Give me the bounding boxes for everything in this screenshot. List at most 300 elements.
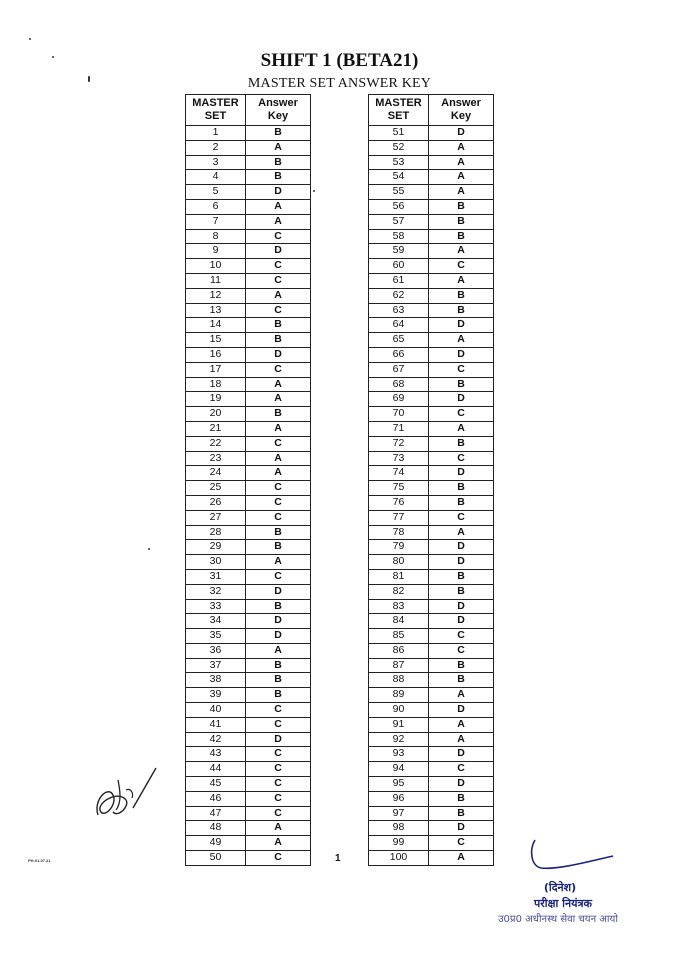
table-row <box>186 170 311 185</box>
answer-cell: C <box>429 643 494 658</box>
question-number-cell: 72 <box>369 436 429 451</box>
table-row <box>186 466 311 481</box>
table-row <box>369 851 494 866</box>
header-answer-key: Answer Key <box>246 95 311 126</box>
table-row <box>186 569 311 584</box>
question-number-cell: 91 <box>369 717 429 732</box>
question-number-cell: 54 <box>369 170 429 185</box>
answer-cell: C <box>246 436 311 451</box>
table-row <box>369 673 494 688</box>
answer-cell: D <box>246 347 311 362</box>
table-row <box>186 451 311 466</box>
question-number-cell: 71 <box>369 421 429 436</box>
question-number-cell: 15 <box>186 333 246 348</box>
question-number-cell: 10 <box>186 259 246 274</box>
table-row <box>369 510 494 525</box>
answer-cell: A <box>246 643 311 658</box>
table-row <box>186 614 311 629</box>
question-number-cell: 64 <box>369 318 429 333</box>
question-number-cell: 96 <box>369 791 429 806</box>
question-number-cell: 52 <box>369 140 429 155</box>
answer-cell: C <box>246 806 311 821</box>
answer-cell: B <box>429 214 494 229</box>
table-row <box>369 762 494 777</box>
answer-cell: A <box>429 244 494 259</box>
answer-cell: D <box>429 614 494 629</box>
question-number-cell: 92 <box>369 732 429 747</box>
question-number-cell: 36 <box>186 643 246 658</box>
answer-cell: A <box>429 185 494 200</box>
question-number-cell: 29 <box>186 540 246 555</box>
answer-cell: A <box>429 851 494 866</box>
table-row <box>186 185 311 200</box>
table-row <box>369 732 494 747</box>
answer-cell: B <box>429 584 494 599</box>
answer-cell: C <box>246 481 311 496</box>
question-number-cell: 40 <box>186 703 246 718</box>
question-number-cell: 68 <box>369 377 429 392</box>
answer-cell: C <box>246 259 311 274</box>
table-row <box>186 703 311 718</box>
answer-cell: D <box>429 747 494 762</box>
question-number-cell: 21 <box>186 421 246 436</box>
question-number-cell: 18 <box>186 377 246 392</box>
table-row <box>369 170 494 185</box>
question-number-cell: 16 <box>186 347 246 362</box>
table-row <box>186 436 311 451</box>
answer-cell: C <box>246 717 311 732</box>
table-row <box>369 717 494 732</box>
question-number-cell: 19 <box>186 392 246 407</box>
table-row <box>186 362 311 377</box>
answer-cell: A <box>429 717 494 732</box>
question-number-cell: 20 <box>186 407 246 422</box>
question-number-cell: 84 <box>369 614 429 629</box>
answer-cell: C <box>246 762 311 777</box>
question-number-cell: 98 <box>369 821 429 836</box>
answer-cell: D <box>429 392 494 407</box>
signatory-organization: उ0प्र0 अधीनस्थ सेवा चयन आयो <box>498 914 618 925</box>
table-row <box>369 421 494 436</box>
answer-cell: D <box>429 821 494 836</box>
signatory-designation: परीक्षा नियंत्रक <box>533 897 592 910</box>
table-row <box>186 643 311 658</box>
answer-cell: B <box>429 569 494 584</box>
question-number-cell: 58 <box>369 229 429 244</box>
question-number-cell: 25 <box>186 481 246 496</box>
answer-cell: A <box>429 525 494 540</box>
answer-cell: C <box>246 303 311 318</box>
table-row <box>369 806 494 821</box>
answer-cell: C <box>246 273 311 288</box>
answer-cell: D <box>429 703 494 718</box>
answer-cell: D <box>429 555 494 570</box>
question-number-cell: 77 <box>369 510 429 525</box>
table-row <box>186 717 311 732</box>
question-number-cell: 63 <box>369 303 429 318</box>
question-number-cell: 17 <box>186 362 246 377</box>
question-number-cell: 50 <box>186 851 246 866</box>
answer-cell: A <box>246 392 311 407</box>
answer-cell: D <box>246 732 311 747</box>
question-number-cell: 27 <box>186 510 246 525</box>
question-number-cell: 45 <box>186 777 246 792</box>
table-row <box>369 836 494 851</box>
answer-cell: B <box>429 791 494 806</box>
table-row <box>369 747 494 762</box>
answer-cell: C <box>246 777 311 792</box>
question-number-cell: 74 <box>369 466 429 481</box>
table-row <box>186 407 311 422</box>
question-number-cell: 83 <box>369 599 429 614</box>
answer-cell: B <box>246 407 311 422</box>
question-number-cell: 97 <box>369 806 429 821</box>
answer-cell: D <box>429 466 494 481</box>
table-row <box>186 555 311 570</box>
table-row <box>186 777 311 792</box>
table-row <box>369 333 494 348</box>
table-row <box>186 658 311 673</box>
answer-cell: C <box>246 747 311 762</box>
question-number-cell: 11 <box>186 273 246 288</box>
scan-speck <box>313 190 315 192</box>
question-number-cell: 73 <box>369 451 429 466</box>
table-row <box>186 288 311 303</box>
question-number-cell: 30 <box>186 555 246 570</box>
question-number-cell: 95 <box>369 777 429 792</box>
table-row <box>186 806 311 821</box>
answer-cell: B <box>246 673 311 688</box>
table-row <box>186 140 311 155</box>
question-number-cell: 60 <box>369 259 429 274</box>
question-number-cell: 9 <box>186 244 246 259</box>
answer-cell: D <box>246 584 311 599</box>
question-number-cell: 81 <box>369 569 429 584</box>
question-number-cell: 88 <box>369 673 429 688</box>
answer-cell: C <box>246 510 311 525</box>
question-number-cell: 33 <box>186 599 246 614</box>
table-row <box>186 229 311 244</box>
answer-key-table-left <box>185 94 311 866</box>
answer-cell: B <box>429 377 494 392</box>
answer-cell: B <box>246 525 311 540</box>
answer-cell: D <box>246 185 311 200</box>
answer-cell: C <box>429 629 494 644</box>
table-row <box>369 451 494 466</box>
table-body-left <box>186 126 311 866</box>
question-number-cell: 53 <box>369 155 429 170</box>
table-row <box>186 851 311 866</box>
question-number-cell: 99 <box>369 836 429 851</box>
answer-cell: A <box>429 140 494 155</box>
table-row <box>369 584 494 599</box>
page-title: SHIFT 1 (BETA21) <box>260 50 419 71</box>
table-row <box>369 347 494 362</box>
table-row <box>186 392 311 407</box>
question-number-cell: 1 <box>186 126 246 141</box>
question-number-cell: 47 <box>186 806 246 821</box>
answer-cell: A <box>246 421 311 436</box>
answer-cell: B <box>429 229 494 244</box>
answer-cell: B <box>429 673 494 688</box>
table-row <box>369 362 494 377</box>
table-body-right <box>369 126 494 866</box>
table-row <box>369 821 494 836</box>
answer-cell: B <box>246 318 311 333</box>
table-row <box>369 126 494 141</box>
question-number-cell: 78 <box>369 525 429 540</box>
table-row <box>369 392 494 407</box>
answer-cell: C <box>429 836 494 851</box>
question-number-cell: 38 <box>186 673 246 688</box>
question-number-cell: 93 <box>369 747 429 762</box>
table-row <box>186 821 311 836</box>
answer-cell: C <box>246 495 311 510</box>
table-row <box>186 688 311 703</box>
question-number-cell: 31 <box>186 569 246 584</box>
question-number-cell: 61 <box>369 273 429 288</box>
question-number-cell: 62 <box>369 288 429 303</box>
answer-cell: C <box>246 703 311 718</box>
table-row <box>369 259 494 274</box>
answer-cell: B <box>246 333 311 348</box>
table-row <box>369 140 494 155</box>
answer-cell: A <box>429 273 494 288</box>
question-number-cell: 90 <box>369 703 429 718</box>
table-row <box>186 481 311 496</box>
answer-cell: C <box>429 510 494 525</box>
answer-cell: A <box>429 333 494 348</box>
table-row <box>369 614 494 629</box>
table-row <box>369 155 494 170</box>
answer-cell: A <box>429 170 494 185</box>
answer-cell: C <box>429 362 494 377</box>
question-number-cell: 94 <box>369 762 429 777</box>
table-row <box>369 555 494 570</box>
question-number-cell: 46 <box>186 791 246 806</box>
answer-cell: B <box>429 481 494 496</box>
question-number-cell: 41 <box>186 717 246 732</box>
answer-cell: A <box>246 555 311 570</box>
answer-cell: B <box>246 155 311 170</box>
table-row <box>186 747 311 762</box>
question-number-cell: 80 <box>369 555 429 570</box>
question-number-cell: 22 <box>186 436 246 451</box>
page-stamp: PH-01.07.21 <box>28 858 51 863</box>
answer-cell: B <box>429 436 494 451</box>
answer-cell: D <box>429 777 494 792</box>
scan-speck <box>88 76 90 82</box>
table-row <box>186 377 311 392</box>
question-number-cell: 7 <box>186 214 246 229</box>
table-row <box>186 214 311 229</box>
table-row <box>186 540 311 555</box>
answer-cell: C <box>246 229 311 244</box>
question-number-cell: 24 <box>186 466 246 481</box>
answer-cell: B <box>429 495 494 510</box>
header-master-set: MASTER SET <box>369 95 429 126</box>
table-row <box>186 525 311 540</box>
answer-cell: B <box>429 806 494 821</box>
table-row <box>369 185 494 200</box>
answer-cell: A <box>246 214 311 229</box>
answer-cell: B <box>246 126 311 141</box>
answer-cell: C <box>429 762 494 777</box>
table-row <box>186 199 311 214</box>
question-number-cell: 4 <box>186 170 246 185</box>
question-number-cell: 87 <box>369 658 429 673</box>
question-number-cell: 23 <box>186 451 246 466</box>
answer-cell: D <box>429 318 494 333</box>
answer-cell: D <box>429 347 494 362</box>
table-row <box>369 199 494 214</box>
table-row <box>369 436 494 451</box>
question-number-cell: 43 <box>186 747 246 762</box>
table-row <box>369 599 494 614</box>
question-number-cell: 26 <box>186 495 246 510</box>
answer-cell: D <box>246 629 311 644</box>
table-row <box>369 244 494 259</box>
answer-cell: C <box>246 569 311 584</box>
question-number-cell: 5 <box>186 185 246 200</box>
table-row <box>186 155 311 170</box>
scan-speck <box>29 38 31 40</box>
question-number-cell: 70 <box>369 407 429 422</box>
answer-cell: C <box>246 791 311 806</box>
table-row <box>186 584 311 599</box>
answer-cell: D <box>246 614 311 629</box>
question-number-cell: 6 <box>186 199 246 214</box>
table-row <box>186 421 311 436</box>
answer-cell: C <box>246 362 311 377</box>
table-row <box>369 273 494 288</box>
question-number-cell: 42 <box>186 732 246 747</box>
question-number-cell: 55 <box>369 185 429 200</box>
answer-cell: A <box>246 451 311 466</box>
answer-cell: B <box>246 599 311 614</box>
table-row <box>369 229 494 244</box>
table-row <box>186 791 311 806</box>
table-row <box>369 777 494 792</box>
scan-speck <box>52 56 54 58</box>
question-number-cell: 34 <box>186 614 246 629</box>
question-number-cell: 56 <box>369 199 429 214</box>
header-master-set: MASTER SET <box>186 95 246 126</box>
answer-cell: B <box>429 199 494 214</box>
answer-key-table-right <box>368 94 494 866</box>
question-number-cell: 67 <box>369 362 429 377</box>
question-number-cell: 65 <box>369 333 429 348</box>
table-row <box>369 214 494 229</box>
question-number-cell: 66 <box>369 347 429 362</box>
table-row <box>186 347 311 362</box>
table-row <box>369 703 494 718</box>
question-number-cell: 2 <box>186 140 246 155</box>
question-number-cell: 75 <box>369 481 429 496</box>
table-row <box>186 273 311 288</box>
question-number-cell: 85 <box>369 629 429 644</box>
question-number-cell: 89 <box>369 688 429 703</box>
table-row <box>369 407 494 422</box>
question-number-cell: 86 <box>369 643 429 658</box>
question-number-cell: 32 <box>186 584 246 599</box>
question-number-cell: 79 <box>369 540 429 555</box>
question-number-cell: 13 <box>186 303 246 318</box>
table-row <box>369 658 494 673</box>
header-answer-key: Answer Key <box>429 95 494 126</box>
answer-cell: A <box>246 288 311 303</box>
question-number-cell: 69 <box>369 392 429 407</box>
page-number: 1 <box>335 853 341 864</box>
table-row <box>186 732 311 747</box>
question-number-cell: 3 <box>186 155 246 170</box>
answer-cell: B <box>246 540 311 555</box>
answer-cell: B <box>429 288 494 303</box>
table-row <box>369 288 494 303</box>
table-row <box>369 303 494 318</box>
table-row <box>369 688 494 703</box>
signature-left <box>88 760 158 830</box>
answer-cell: A <box>246 377 311 392</box>
table-row <box>186 318 311 333</box>
table-row <box>186 599 311 614</box>
answer-cell: A <box>246 821 311 836</box>
question-number-cell: 57 <box>369 214 429 229</box>
answer-cell: C <box>429 407 494 422</box>
question-number-cell: 48 <box>186 821 246 836</box>
table-row <box>186 836 311 851</box>
question-number-cell: 51 <box>369 126 429 141</box>
answer-cell: D <box>429 126 494 141</box>
question-number-cell: 37 <box>186 658 246 673</box>
question-number-cell: 49 <box>186 836 246 851</box>
table-row <box>186 303 311 318</box>
table-row <box>369 791 494 806</box>
table-row <box>369 569 494 584</box>
page-subtitle: MASTER SET ANSWER KEY <box>247 76 432 91</box>
answer-cell: D <box>429 599 494 614</box>
answer-cell: A <box>429 155 494 170</box>
question-number-cell: 59 <box>369 244 429 259</box>
scan-speck <box>148 548 150 550</box>
answer-cell: B <box>429 303 494 318</box>
question-number-cell: 8 <box>186 229 246 244</box>
table-row <box>186 333 311 348</box>
question-number-cell: 14 <box>186 318 246 333</box>
table-row <box>369 629 494 644</box>
answer-cell: C <box>429 451 494 466</box>
question-number-cell: 100 <box>369 851 429 866</box>
table-row <box>186 629 311 644</box>
question-number-cell: 39 <box>186 688 246 703</box>
table-row <box>186 126 311 141</box>
table-row <box>369 643 494 658</box>
table-row <box>186 259 311 274</box>
question-number-cell: 76 <box>369 495 429 510</box>
table-row <box>186 244 311 259</box>
answer-cell: B <box>246 658 311 673</box>
signature-right <box>527 838 617 878</box>
table-row <box>369 540 494 555</box>
table-row <box>369 481 494 496</box>
question-number-cell: 35 <box>186 629 246 644</box>
answer-cell: B <box>246 688 311 703</box>
table-row <box>186 762 311 777</box>
answer-cell: D <box>429 540 494 555</box>
table-row <box>186 495 311 510</box>
signatory-name: (दिनेश) <box>543 881 577 894</box>
table-row <box>369 525 494 540</box>
